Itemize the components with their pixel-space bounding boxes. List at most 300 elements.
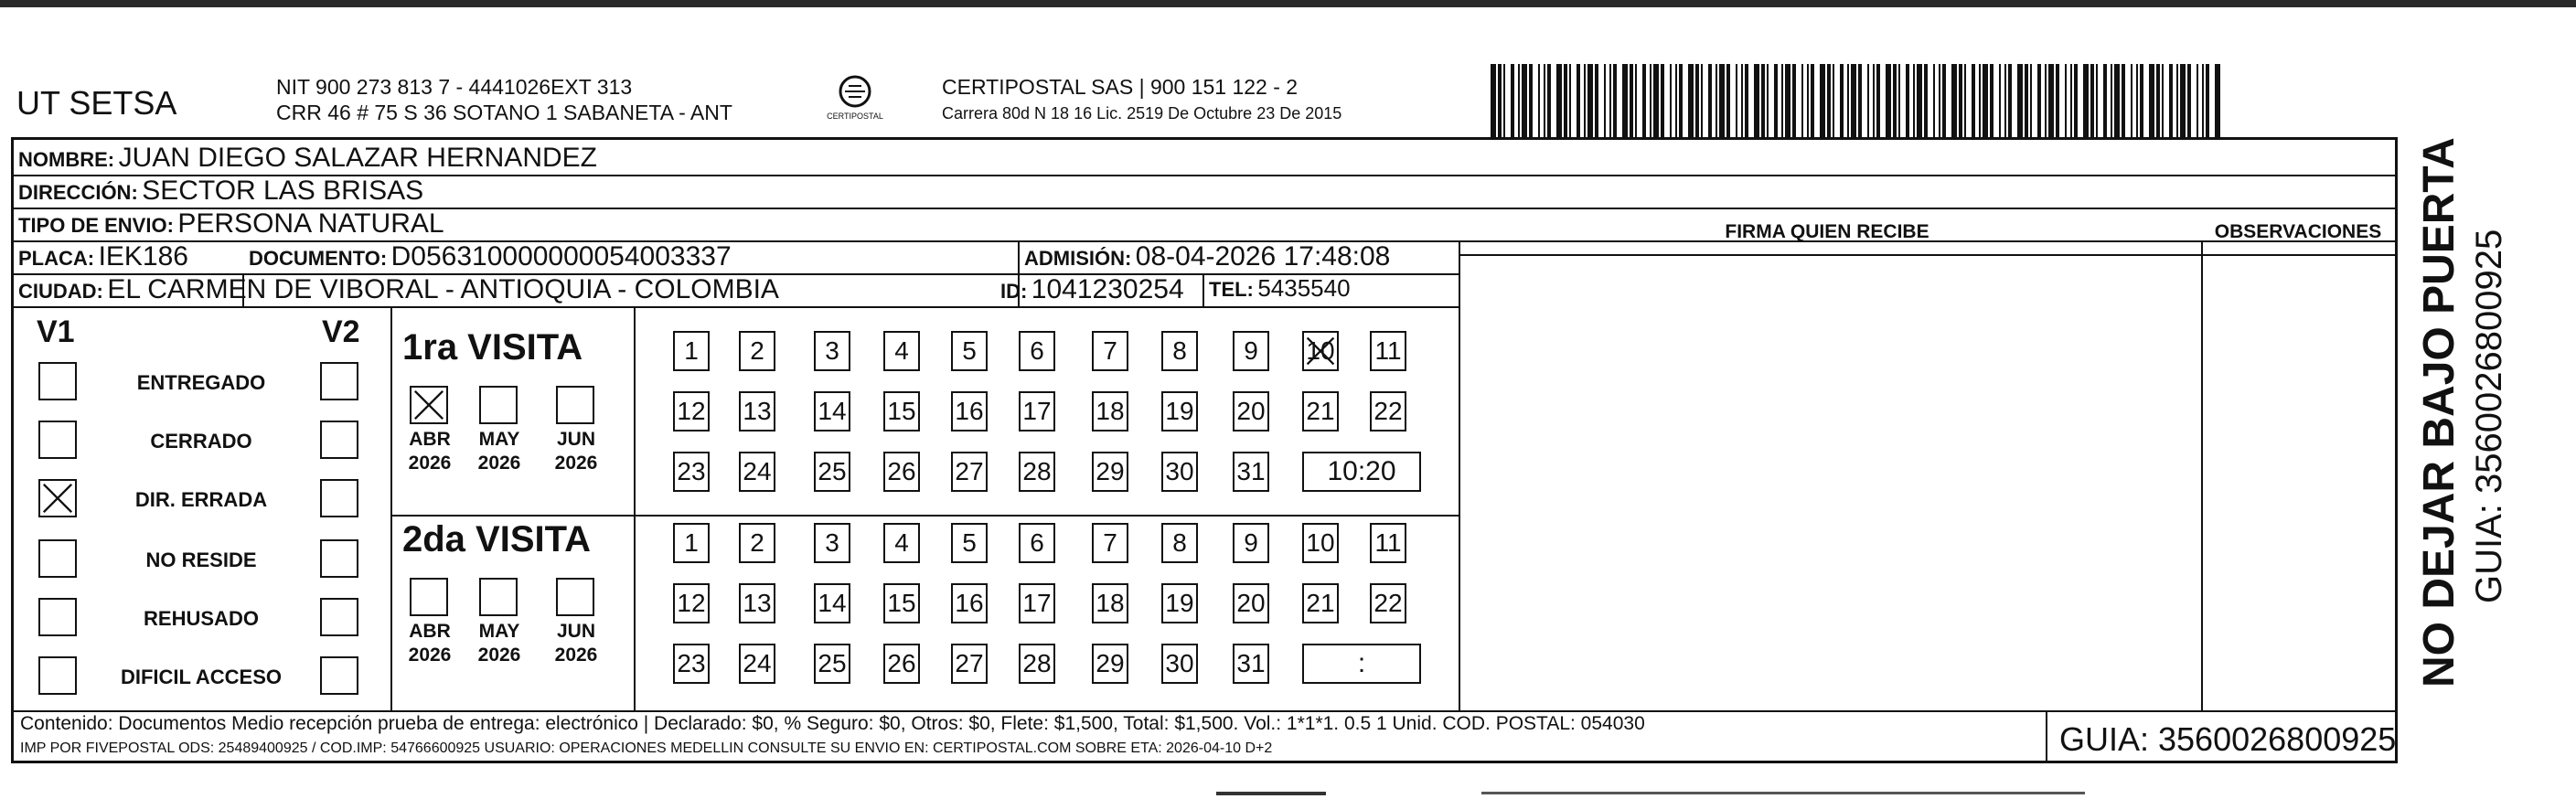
day-number: 28 [1022, 649, 1052, 677]
nombre-label: NOMBRE: [18, 148, 115, 171]
day-box[interactable] [739, 523, 775, 563]
barcode-bar [1886, 64, 1891, 139]
barcode-bar [1653, 64, 1659, 139]
day-box[interactable] [1019, 644, 1055, 684]
barcode-bar [1964, 64, 1966, 139]
day-box[interactable] [883, 644, 920, 684]
placa-value: IEK186 [98, 241, 188, 272]
day-box[interactable] [814, 331, 850, 371]
status-label: CERRADO [150, 430, 252, 453]
day-box[interactable] [739, 583, 775, 623]
day-box[interactable] [951, 452, 988, 492]
status-label: REHUSADO [144, 607, 259, 630]
direccion-value: SECTOR LAS BRISAS [142, 176, 424, 206]
barcode-bar [2169, 64, 2173, 139]
barcode-bar [1942, 64, 1946, 139]
day-number: 12 [677, 397, 706, 425]
day-box[interactable] [1019, 331, 1055, 371]
day-box[interactable] [673, 583, 710, 623]
month-year: 2026 [554, 453, 598, 474]
day-number: 30 [1165, 649, 1194, 677]
day-box[interactable] [673, 644, 710, 684]
day-number: 3 [825, 528, 839, 557]
v2-checkbox[interactable] [320, 656, 358, 695]
day-box[interactable] [951, 583, 988, 623]
day-box[interactable] [1233, 523, 1269, 563]
barcode-bar [2180, 64, 2186, 139]
barcode-bar [1577, 64, 1580, 139]
barcode-bar [1544, 64, 1545, 139]
barcode-bar [1893, 64, 1897, 139]
page-top-edge [0, 0, 2576, 7]
id-value: 1041230254 [1031, 274, 1184, 304]
day-number: 20 [1236, 397, 1266, 425]
day-box[interactable] [883, 523, 920, 563]
barcode-bar [1851, 64, 1856, 139]
barcode-bar [1999, 64, 2001, 139]
barcode-bar [1564, 64, 1567, 139]
documento-field [249, 241, 732, 272]
barcode-bar [1726, 64, 1730, 139]
day-number: 23 [677, 649, 706, 677]
day-number: 10 [1306, 528, 1335, 557]
barcode-bar [1972, 64, 1975, 139]
placa-label: PLACA: [18, 247, 95, 270]
documento-value: D056310000000054003337 [390, 241, 732, 272]
footer-guia: GUIA: 3560026800925 [2059, 720, 2397, 758]
day-number: 15 [887, 589, 916, 617]
barcode-bar [1951, 64, 1957, 139]
day-number: 9 [1244, 528, 1258, 557]
barcode-bar [1613, 64, 1617, 139]
day-box[interactable] [1019, 452, 1055, 492]
day-number: 22 [1374, 397, 1403, 425]
barcode-bar [2114, 64, 2120, 139]
barcode-bar [2202, 64, 2204, 139]
barcode-bar [1785, 64, 1790, 139]
barcode-bar [1587, 64, 1593, 139]
day-box[interactable] [814, 391, 850, 431]
barcode-bar [1781, 64, 1783, 139]
month-checkbox[interactable] [556, 578, 594, 616]
barcode-bar [1538, 64, 1540, 139]
day-number: 23 [677, 457, 706, 485]
month-checkbox[interactable] [410, 386, 448, 424]
day-box[interactable] [1161, 644, 1198, 684]
x-mark-icon [412, 388, 446, 422]
v1-checkbox[interactable] [38, 421, 77, 459]
day-box[interactable] [1233, 331, 1269, 371]
barcode-bar [1898, 64, 1900, 139]
day-box[interactable] [1161, 583, 1198, 623]
day-number: 27 [955, 649, 984, 677]
day-box[interactable] [814, 452, 850, 492]
day-number: 12 [677, 589, 706, 617]
barcode-bar [2074, 64, 2078, 139]
x-mark-icon [40, 481, 75, 516]
scan-mark [1216, 792, 1326, 795]
day-box[interactable] [883, 452, 920, 492]
day-box[interactable] [673, 391, 710, 431]
barcode-bar [1906, 64, 1909, 139]
direccion-field [18, 176, 423, 207]
status-label: ENTREGADO [136, 371, 266, 394]
day-number: 16 [955, 589, 984, 617]
day-box[interactable] [1302, 523, 1339, 563]
side-guia: GUIA: 3560026800925 [2469, 229, 2509, 603]
tipo-field [18, 208, 444, 240]
day-box[interactable] [951, 331, 988, 371]
barcode-bar [2122, 64, 2125, 139]
day-number: 26 [887, 649, 916, 677]
day-number: 11 [1374, 336, 1402, 365]
v1-checkbox[interactable] [38, 598, 77, 636]
barcode-bar [1840, 64, 1844, 139]
month-year: 2026 [477, 453, 521, 474]
barcode-bar [1807, 64, 1809, 139]
day-box[interactable] [951, 391, 988, 431]
day-box[interactable] [883, 583, 920, 623]
time-box[interactable]: 10:20 [1302, 452, 1421, 492]
day-box[interactable] [1092, 391, 1128, 431]
ciudad-field [18, 274, 779, 305]
day-number: 7 [1103, 336, 1117, 365]
barcode-bar [1650, 64, 1651, 139]
day-box[interactable] [1233, 583, 1269, 623]
month-name: JUN [556, 621, 595, 642]
barcode-bar [2025, 64, 2028, 139]
barcode-bar [2140, 64, 2143, 139]
barcode-bar [1569, 64, 1571, 139]
barcode-bar [2070, 64, 2072, 139]
day-box[interactable] [814, 644, 850, 684]
observaciones-header: OBSERVACIONES [2214, 221, 2382, 242]
barcode-bar [2090, 64, 2094, 139]
barcode-bar [1979, 64, 1981, 139]
day-number: 11 [1374, 528, 1402, 557]
day-number: 21 [1306, 397, 1335, 425]
day-number: 26 [887, 457, 916, 485]
barcode-bar [2206, 64, 2209, 139]
certipostal-logo-icon [823, 73, 887, 128]
v1-checkbox[interactable] [38, 656, 77, 695]
barcode-bar [2030, 64, 2032, 139]
day-box[interactable] [1233, 644, 1269, 684]
v2-checkbox[interactable] [320, 362, 358, 400]
day-box[interactable] [1019, 391, 1055, 431]
carrier-line: CERTIPOSTAL SAS | 900 151 122 - 2 [942, 75, 1299, 99]
footer-contenido: Contenido: Documentos Medio recepción prueba de entrega: electrónico | Declarado: $0, % Seguro: $0, Otros: $0, Flete: $1,500, Total: $1,500. Vol.: 1*1*1. 0.5 1 Unid. COD. POSTAL: 054030 [20, 713, 1645, 734]
barcode-bar [2083, 64, 2089, 139]
barcode-bar [2096, 64, 2098, 139]
day-number: 3 [825, 336, 839, 365]
barcode-bar [1701, 64, 1703, 139]
license-line: Carrera 80d N 18 16 Lic. 2519 De Octubre 23 De 2015 [942, 104, 1342, 123]
v1-header: V1 [37, 314, 75, 349]
barcode-bar [1820, 64, 1825, 139]
barcode-bar [2176, 64, 2178, 139]
day-box[interactable] [1161, 391, 1198, 431]
month-year: 2026 [408, 645, 452, 666]
barcode-bar [1876, 64, 1880, 139]
day-number: 1 [684, 336, 699, 365]
day-number: 10 [1306, 336, 1335, 365]
barcode-bar [2103, 64, 2107, 139]
placa-field [18, 241, 188, 272]
sender-company: UT SETSA [16, 84, 177, 122]
barcode-bar [1736, 64, 1737, 139]
day-number: 6 [1030, 528, 1044, 557]
barcode-bar [1670, 64, 1672, 139]
day-box[interactable] [673, 523, 710, 563]
barcode-bar [1917, 64, 1922, 139]
barcode-bar [1913, 64, 1915, 139]
day-box[interactable] [1370, 583, 1406, 623]
tel-value: 5435540 [1257, 274, 1351, 302]
barcode-bar [1745, 64, 1748, 139]
nombre-value: JUAN DIEGO SALAZAR HERNANDEZ [118, 143, 597, 173]
day-box[interactable] [739, 391, 775, 431]
tipo-label: TIPO DE ENVIO: [18, 214, 174, 237]
day-number: 20 [1236, 589, 1266, 617]
barcode-bar [1933, 64, 1935, 139]
barcode-bar [1547, 64, 1551, 139]
barcode-bar [2149, 64, 2154, 139]
day-box[interactable] [1233, 452, 1269, 492]
day-box[interactable] [814, 523, 850, 563]
barcode-bar [1635, 64, 1637, 139]
day-number: 31 [1236, 457, 1266, 485]
day-number: 7 [1103, 528, 1117, 557]
month-name: MAY [478, 621, 520, 642]
day-box[interactable] [1370, 331, 1406, 371]
barcode-bar [2136, 64, 2138, 139]
day-box[interactable] [951, 644, 988, 684]
barcode-bar [1609, 64, 1611, 139]
barcode-bar [1867, 64, 1869, 139]
day-number: 8 [1172, 528, 1187, 557]
day-box[interactable] [739, 644, 775, 684]
admision-field [1024, 241, 1390, 272]
day-number: 5 [962, 528, 977, 557]
day-box[interactable] [1370, 391, 1406, 431]
ciudad-label: CIUDAD: [18, 280, 103, 303]
barcode-bar [2037, 64, 2041, 139]
barcode-bar [1518, 64, 1520, 139]
month-label [547, 428, 605, 475]
barcode-bar [1983, 64, 1988, 139]
barcode-bar [1801, 64, 1803, 139]
day-box[interactable] [1092, 583, 1128, 623]
month-year: 2026 [554, 645, 598, 666]
barcode-bar [2008, 64, 2012, 139]
month-label [547, 620, 605, 667]
barcode-bar [1529, 64, 1533, 139]
barcode-bar [1661, 64, 1664, 139]
barcode-bar [1622, 64, 1628, 139]
day-box[interactable] [1370, 523, 1406, 563]
barcode-bar [2197, 64, 2198, 139]
v1-checkbox[interactable] [38, 479, 77, 517]
barcode-bar [1847, 64, 1849, 139]
v1-checkbox[interactable] [38, 539, 77, 578]
day-number: 25 [818, 649, 847, 677]
status-label: DIR. ERRADA [134, 488, 268, 511]
barcode-bar [1873, 64, 1875, 139]
barcode-bar [1498, 64, 1502, 139]
barcode-bar [1688, 64, 1694, 139]
v2-header: V2 [322, 314, 360, 349]
direccion-label: DIRECCIÓN: [18, 181, 138, 204]
day-number: 24 [743, 649, 772, 677]
day-number: 1 [684, 528, 699, 557]
day-number: 16 [955, 397, 984, 425]
day-number: 4 [894, 336, 909, 365]
month-year: 2026 [408, 453, 452, 474]
documento-label: DOCUMENTO: [249, 247, 388, 270]
day-box[interactable] [814, 583, 850, 623]
day-number: 13 [743, 397, 772, 425]
barcode-bar [1630, 64, 1633, 139]
barcode-bar [1675, 64, 1677, 139]
barcode-bar [2156, 64, 2160, 139]
barcode-bar [1811, 64, 1814, 139]
day-box[interactable] [1019, 583, 1055, 623]
barcode-bar [2048, 64, 2054, 139]
v2-checkbox[interactable] [320, 421, 358, 459]
barcode-bar [1584, 64, 1586, 139]
day-box[interactable] [673, 331, 710, 371]
barcode-bar [1833, 64, 1834, 139]
barcode-bar [1503, 64, 1505, 139]
day-number: 22 [1374, 589, 1403, 617]
barcode-bar [1792, 64, 1796, 139]
month-checkbox[interactable] [410, 578, 448, 616]
sender-address: CRR 46 # 75 S 36 SOTANO 1 SABANETA - ANT [276, 101, 732, 124]
day-box[interactable] [1161, 452, 1198, 492]
barcode-bar [1990, 64, 1993, 139]
day-box[interactable] [883, 391, 920, 431]
time-box[interactable]: : [1302, 644, 1421, 684]
nombre-field [18, 143, 597, 174]
barcode-bar [1761, 64, 1765, 139]
day-number: 15 [887, 397, 916, 425]
admision-value: 08-04-2026 17:48:08 [1135, 241, 1391, 272]
barcode-bar [1511, 64, 1514, 139]
barcode-bar [1716, 64, 1717, 139]
day-box[interactable] [739, 331, 775, 371]
barcode-bar [2187, 64, 2191, 139]
x-mark-icon [1304, 333, 1337, 369]
v2-checkbox[interactable] [320, 479, 358, 517]
barcode-bar [1679, 64, 1683, 139]
barcode-bar [2131, 64, 2132, 139]
barcode-bar [1827, 64, 1831, 139]
day-number: 14 [818, 589, 847, 617]
barcode-bar [1741, 64, 1743, 139]
day-box[interactable] [673, 452, 710, 492]
barcode-bar [2162, 64, 2164, 139]
month-checkbox[interactable] [479, 578, 518, 616]
month-name: ABR [409, 621, 451, 642]
day-box[interactable] [1302, 583, 1339, 623]
month-checkbox[interactable] [556, 386, 594, 424]
barcode-bar [1924, 64, 1928, 139]
id-field [1000, 274, 1184, 305]
day-number: 27 [955, 457, 984, 485]
barcode-bar [1719, 64, 1725, 139]
day-box[interactable] [1233, 391, 1269, 431]
tel-field [1209, 274, 1351, 303]
day-number: 31 [1236, 649, 1266, 677]
day-box[interactable] [1092, 331, 1128, 371]
v2-checkbox[interactable] [320, 539, 358, 578]
v2-checkbox[interactable] [320, 598, 358, 636]
id-label: ID: [1000, 280, 1028, 303]
day-number: 4 [894, 528, 909, 557]
barcode-bar [2111, 64, 2112, 139]
day-number: 29 [1096, 457, 1125, 485]
month-label [401, 428, 459, 475]
day-box[interactable] [1161, 523, 1198, 563]
barcode-bar [2065, 64, 2067, 139]
day-box[interactable] [1019, 523, 1055, 563]
day-box[interactable] [1092, 452, 1128, 492]
day-box[interactable] [883, 331, 920, 371]
barcode [1491, 64, 2222, 139]
day-number: 30 [1165, 457, 1194, 485]
sender-nit: NIT 900 273 813 7 - 4441026EXT 313 [276, 75, 633, 99]
day-box[interactable] [739, 452, 775, 492]
day-box[interactable] [1092, 644, 1128, 684]
day-number: 8 [1172, 336, 1187, 365]
barcode-bar [2056, 64, 2059, 139]
logo-text: CERTIPOSTAL [827, 112, 883, 121]
day-number: 24 [743, 457, 772, 485]
day-box[interactable] [1092, 523, 1128, 563]
barcode-bar [1939, 64, 1940, 139]
month-name: MAY [478, 429, 520, 450]
day-box[interactable] [1302, 391, 1339, 431]
day-box[interactable] [1302, 331, 1339, 371]
barcode-bar [1774, 64, 1778, 139]
day-box[interactable] [951, 523, 988, 563]
day-number: 17 [1022, 589, 1052, 617]
footer-imp: IMP POR FIVEPOSTAL ODS: 25489400925 / COD.IMP: 54766600925 USUARIO: OPERACIONES MEDELLIN CONSULTE SU ENVIO EN: CERTIPOSTAL.COM SOBRE ETA: 2026-04-10 D+2 [20, 740, 1273, 756]
day-number: 5 [962, 336, 977, 365]
day-number: 13 [743, 589, 772, 617]
day-number: 9 [1244, 336, 1258, 365]
visit1-title: 1ra VISITA [402, 327, 583, 368]
month-checkbox[interactable] [479, 386, 518, 424]
ciudad-value: EL CARMEN DE VIBORAL - ANTIOQUIA - COLOMBIA [107, 274, 779, 304]
day-number: 18 [1096, 589, 1125, 617]
v1-checkbox[interactable] [38, 362, 77, 400]
barcode-bar [1959, 64, 1962, 139]
month-label [470, 428, 529, 475]
day-number: 21 [1306, 589, 1335, 617]
side-warning: NO DEJAR BAJO PUERTA [2415, 137, 2464, 687]
scan-mark [1481, 792, 2085, 794]
tel-label: TEL: [1209, 278, 1254, 301]
firma-header: FIRMA QUIEN RECIBE [1725, 221, 1929, 242]
day-number: 28 [1022, 457, 1052, 485]
barcode-bar [1491, 64, 1496, 139]
barcode-bar [2004, 64, 2006, 139]
barcode-bar [1754, 64, 1759, 139]
barcode-bar [1595, 64, 1598, 139]
day-box[interactable] [1161, 331, 1198, 371]
